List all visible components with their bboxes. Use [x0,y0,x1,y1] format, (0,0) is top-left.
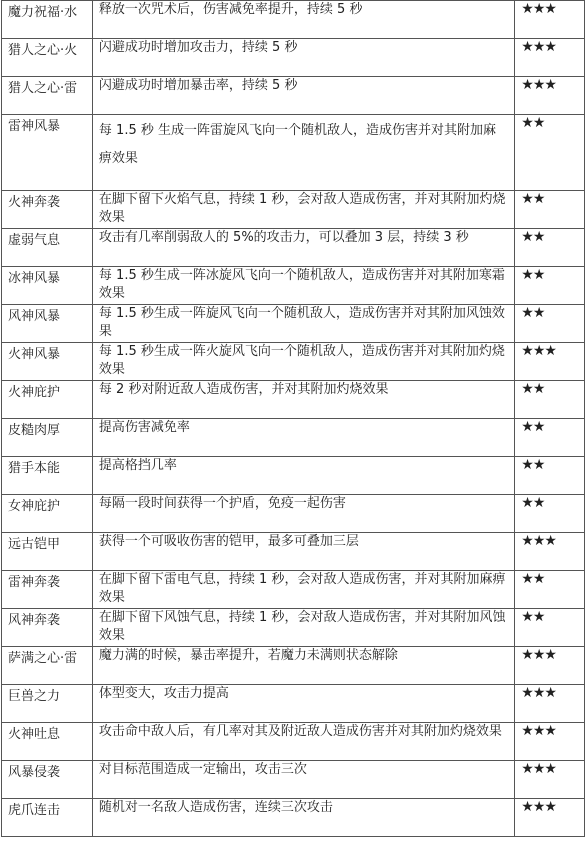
skill-description: 每 1.5 秒生成一阵冰旋风飞向一个随机敌人，造成伤害并对其附加寒霜效果 [92,267,514,305]
star-rating: ★★ [515,495,585,533]
star-rating: ★★★ [515,685,585,723]
skill-name: 火神奔袭 [2,191,93,229]
skill-description: 攻击命中敌人后，有几率对其及附近敌人造成伤害并对其附加灼烧效果 [92,723,514,761]
skill-name: 女神庇护 [2,495,93,533]
table-row [2,571,585,609]
star-rating: ★★★ [515,799,585,837]
skill-name: 冰神风暴 [2,267,93,305]
table-row [2,799,585,837]
table-row [2,419,585,457]
table-row [2,229,585,267]
skill-name: 风暴侵袭 [2,761,93,799]
skill-description: 每 1.5 秒 生成一阵雷旋风飞向一个随机敌人，造成伤害并对其附加麻痹效果 [92,115,514,191]
table-row [2,77,585,115]
table-row [2,267,585,305]
skill-description: 闪避成功时增加攻击力，持续 5 秒 [92,39,514,77]
skill-name: 风神风暴 [2,305,93,343]
skill-description: 魔力满的时候，暴击率提升，若魔力未满则状态解除 [92,647,514,685]
skill-description: 每 1.5 秒生成一阵火旋风飞向一个随机敌人，造成伤害并对其附加灼烧效果 [92,343,514,381]
star-rating: ★★ [515,419,585,457]
table-row [2,343,585,381]
skill-description: 在脚下留下火焰气息，持续 1 秒，会对敌人造成伤害，并对其附加灼烧效果 [92,191,514,229]
star-rating: ★★ [515,191,585,229]
table-row [2,609,585,647]
table-row [2,495,585,533]
skill-description: 获得一个可吸收伤害的铠甲，最多可叠加三层 [92,533,514,571]
table-row [2,761,585,799]
skill-description: 攻击有几率削弱敌人的 5%的攻击力，可以叠加 3 层，持续 3 秒 [92,229,514,267]
skill-name: 虚弱气息 [2,229,93,267]
skill-name: 雷神奔袭 [2,571,93,609]
star-rating: ★★ [515,305,585,343]
skill-description: 在脚下留下雷电气息，持续 1 秒，会对敌人造成伤害，并对其附加麻痹效果 [92,571,514,609]
skill-description: 在脚下留下风蚀气息，持续 1 秒，会对敌人造成伤害，并对其附加风蚀效果 [92,609,514,647]
skill-description: 体型变大，攻击力提高 [92,685,514,723]
star-rating: ★★★ [515,39,585,77]
star-rating: ★★★ [515,1,585,39]
skill-table [1,0,585,837]
skill-description: 每 2 秒对附近敌人造成伤害，并对其附加灼烧效果 [92,381,514,419]
skill-description: 对目标范围造成一定输出，攻击三次 [92,761,514,799]
star-rating: ★★ [515,609,585,647]
star-rating: ★★ [515,267,585,305]
skill-name: 火神风暴 [2,343,93,381]
skill-name: 远古铠甲 [2,533,93,571]
star-rating: ★★★ [515,647,585,685]
star-rating: ★★ [515,115,585,191]
table-row [2,685,585,723]
table-row [2,115,585,191]
star-rating: ★★ [515,571,585,609]
table-row [2,305,585,343]
skill-description: 随机对一名敌人造成伤害，连续三次攻击 [92,799,514,837]
table-row [2,457,585,495]
star-rating: ★★★ [515,533,585,571]
skill-name: 巨兽之力 [2,685,93,723]
skill-name: 萨满之心·雷 [2,647,93,685]
skill-name: 虎爪连击 [2,799,93,837]
star-rating: ★★★ [515,77,585,115]
skill-description: 每隔一段时间获得一个护盾，免疫一起伤害 [92,495,514,533]
table-row [2,191,585,229]
star-rating: ★★ [515,381,585,419]
star-rating: ★★★ [515,723,585,761]
skill-name: 猎人之心·火 [2,39,93,77]
table-row [2,647,585,685]
skill-description: 提高格挡几率 [92,457,514,495]
star-rating: ★★★ [515,761,585,799]
star-rating: ★★★ [515,343,585,381]
skill-name: 火神庇护 [2,381,93,419]
skill-name: 风神奔袭 [2,609,93,647]
skill-name: 火神吐息 [2,723,93,761]
table-row [2,1,585,39]
skill-description: 每 1.5 秒生成一阵旋风飞向一个随机敌人，造成伤害并对其附加风蚀效果 [92,305,514,343]
table-row [2,381,585,419]
skill-name: 猎手本能 [2,457,93,495]
star-rating: ★★ [515,229,585,267]
table-row [2,723,585,761]
skill-name: 皮糙肉厚 [2,419,93,457]
table-row [2,39,585,77]
skill-description: 提高伤害减免率 [92,419,514,457]
skill-name: 猎人之心·雷 [2,77,93,115]
table-row [2,533,585,571]
skill-name: 魔力祝福·水 [2,1,93,39]
skill-description: 释放一次咒术后，伤害减免率提升，持续 5 秒 [92,1,514,39]
star-rating: ★★ [515,457,585,495]
skill-name: 雷神风暴 [2,115,93,191]
skill-description: 闪避成功时增加暴击率，持续 5 秒 [92,77,514,115]
